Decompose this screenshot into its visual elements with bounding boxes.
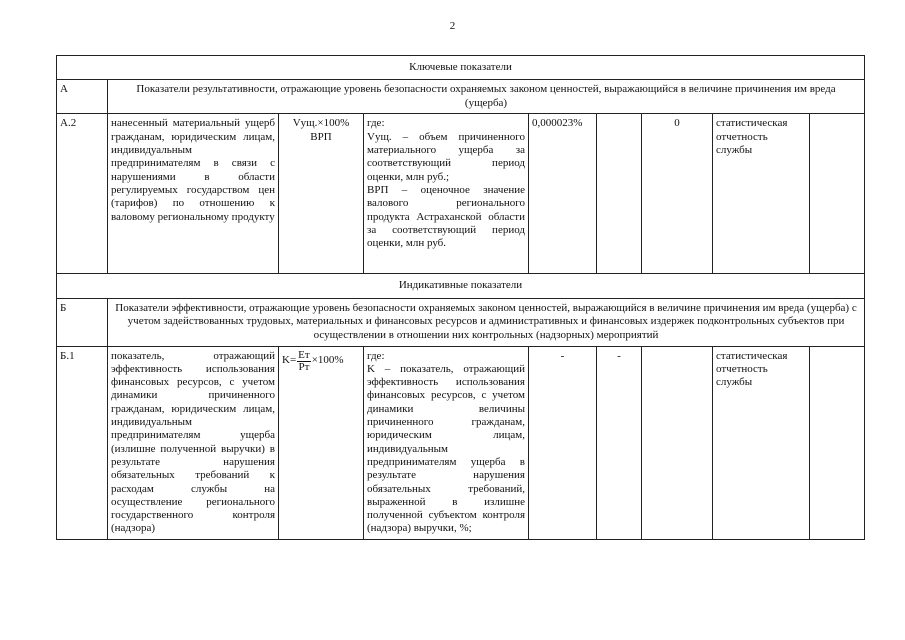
row-b1-formula-numerator: Eт — [298, 348, 310, 361]
row-b1-extra — [810, 346, 865, 539]
page-number: 2 — [449, 20, 456, 32]
group-b-row — [57, 298, 865, 346]
row-a2-value-3: 0 — [642, 114, 713, 274]
row-a2-name: нанесенный материальный ущерб гражданам, юридическим лицам, индивидуальным предпринимателям в связи с нарушениями в области регулируемых государством цен (тарифов) по отношению к валовому региональному продукту — [108, 114, 279, 274]
row-b1-formula-tail: ×100% — [311, 354, 344, 367]
row-a2-code: А.2 — [57, 114, 108, 274]
row-a2-formula-denominator: ВРП — [310, 130, 332, 143]
row-a2 — [57, 114, 865, 274]
row-a2-desc-vush: Vущ. – объем причиненного материального ущерба за соответствующий период оценки, млн руб.; — [367, 130, 525, 183]
row-a2-formula — [279, 114, 364, 274]
row-a2-where: где: — [367, 117, 385, 130]
indicators-table — [56, 55, 865, 540]
row-b1-formula — [279, 346, 364, 539]
row-a2-value-1: 0,000023% — [529, 114, 597, 274]
indicative-indicators-row — [57, 274, 865, 298]
group-b-code: Б — [57, 298, 108, 346]
group-a-row — [57, 80, 865, 114]
row-b1-desc-k: K – показатель, отражающий эффективность использования финансовых ресурсов, с учетом динамики величины причиненного гражданам, юридическим лицам, индивидуальным предпринимателям ущерба в результате нарушения обязательных требований, выраженной в излишне полученной субъектом контроля (надзора) выручки, %; — [367, 362, 525, 535]
row-a2-source: статистическая отчетность службы — [713, 114, 810, 274]
row-a2-desc-vrp: ВРП – оценочное значение валового регионального продукта Астраханской области за соответствующий период оценки, млн руб. — [367, 183, 525, 250]
row-b1-name: показатель, отражающий эффективность использования финансовых ресурсов, с учетом динамики причиненного гражданам, юридическим лицам, индивидуальным предпринимателям ущерба (излишне полученной выручки) в результате нарушения обязательных требований к расходам службы на осуществление регионального государственного контроля (надзора) — [108, 346, 279, 539]
row-b1-value-1: - — [529, 346, 597, 539]
group-a-text: Показатели результативности, отражающие уровень безопасности охраняемых законом ценностей, выражающийся в величине причинения им вреда (ущерба) — [108, 80, 865, 114]
row-b1-value-2: - — [597, 346, 642, 539]
row-b1-code: Б.1 — [57, 346, 108, 539]
row-a2-formula-numerator: Vущ.×100% — [292, 117, 350, 130]
row-b1-formula-k: K= — [282, 354, 297, 367]
row-a2-extra — [810, 114, 865, 274]
row-b1 — [57, 346, 865, 539]
row-a2-description — [364, 114, 529, 274]
row-b1-formula-denominator: Pт — [298, 360, 310, 373]
row-a2-value-2 — [597, 114, 642, 274]
group-a-code: А — [57, 80, 108, 114]
group-b-text: Показатели эффективности, отражающие уровень безопасности охраняемых законом ценностей, выражающийся в величине причинения им вреда (ущерба) с учетом задействованных трудовых, материальных и финансовых ресурсов и административных и финансовых издержек подконтрольных субъектов при осуществлении в отношении них контрольных (надзорных) мероприятий — [108, 298, 865, 346]
row-b1-description — [364, 346, 529, 539]
row-b1-source: статистическая отчетность службы — [713, 346, 810, 539]
row-b1-value-3 — [642, 346, 713, 539]
key-indicators-heading: Ключевые показатели — [57, 56, 865, 80]
key-indicators-row — [57, 56, 865, 80]
row-b1-where: где: — [367, 349, 385, 362]
indicative-indicators-heading: Индикативные показатели — [57, 274, 865, 298]
